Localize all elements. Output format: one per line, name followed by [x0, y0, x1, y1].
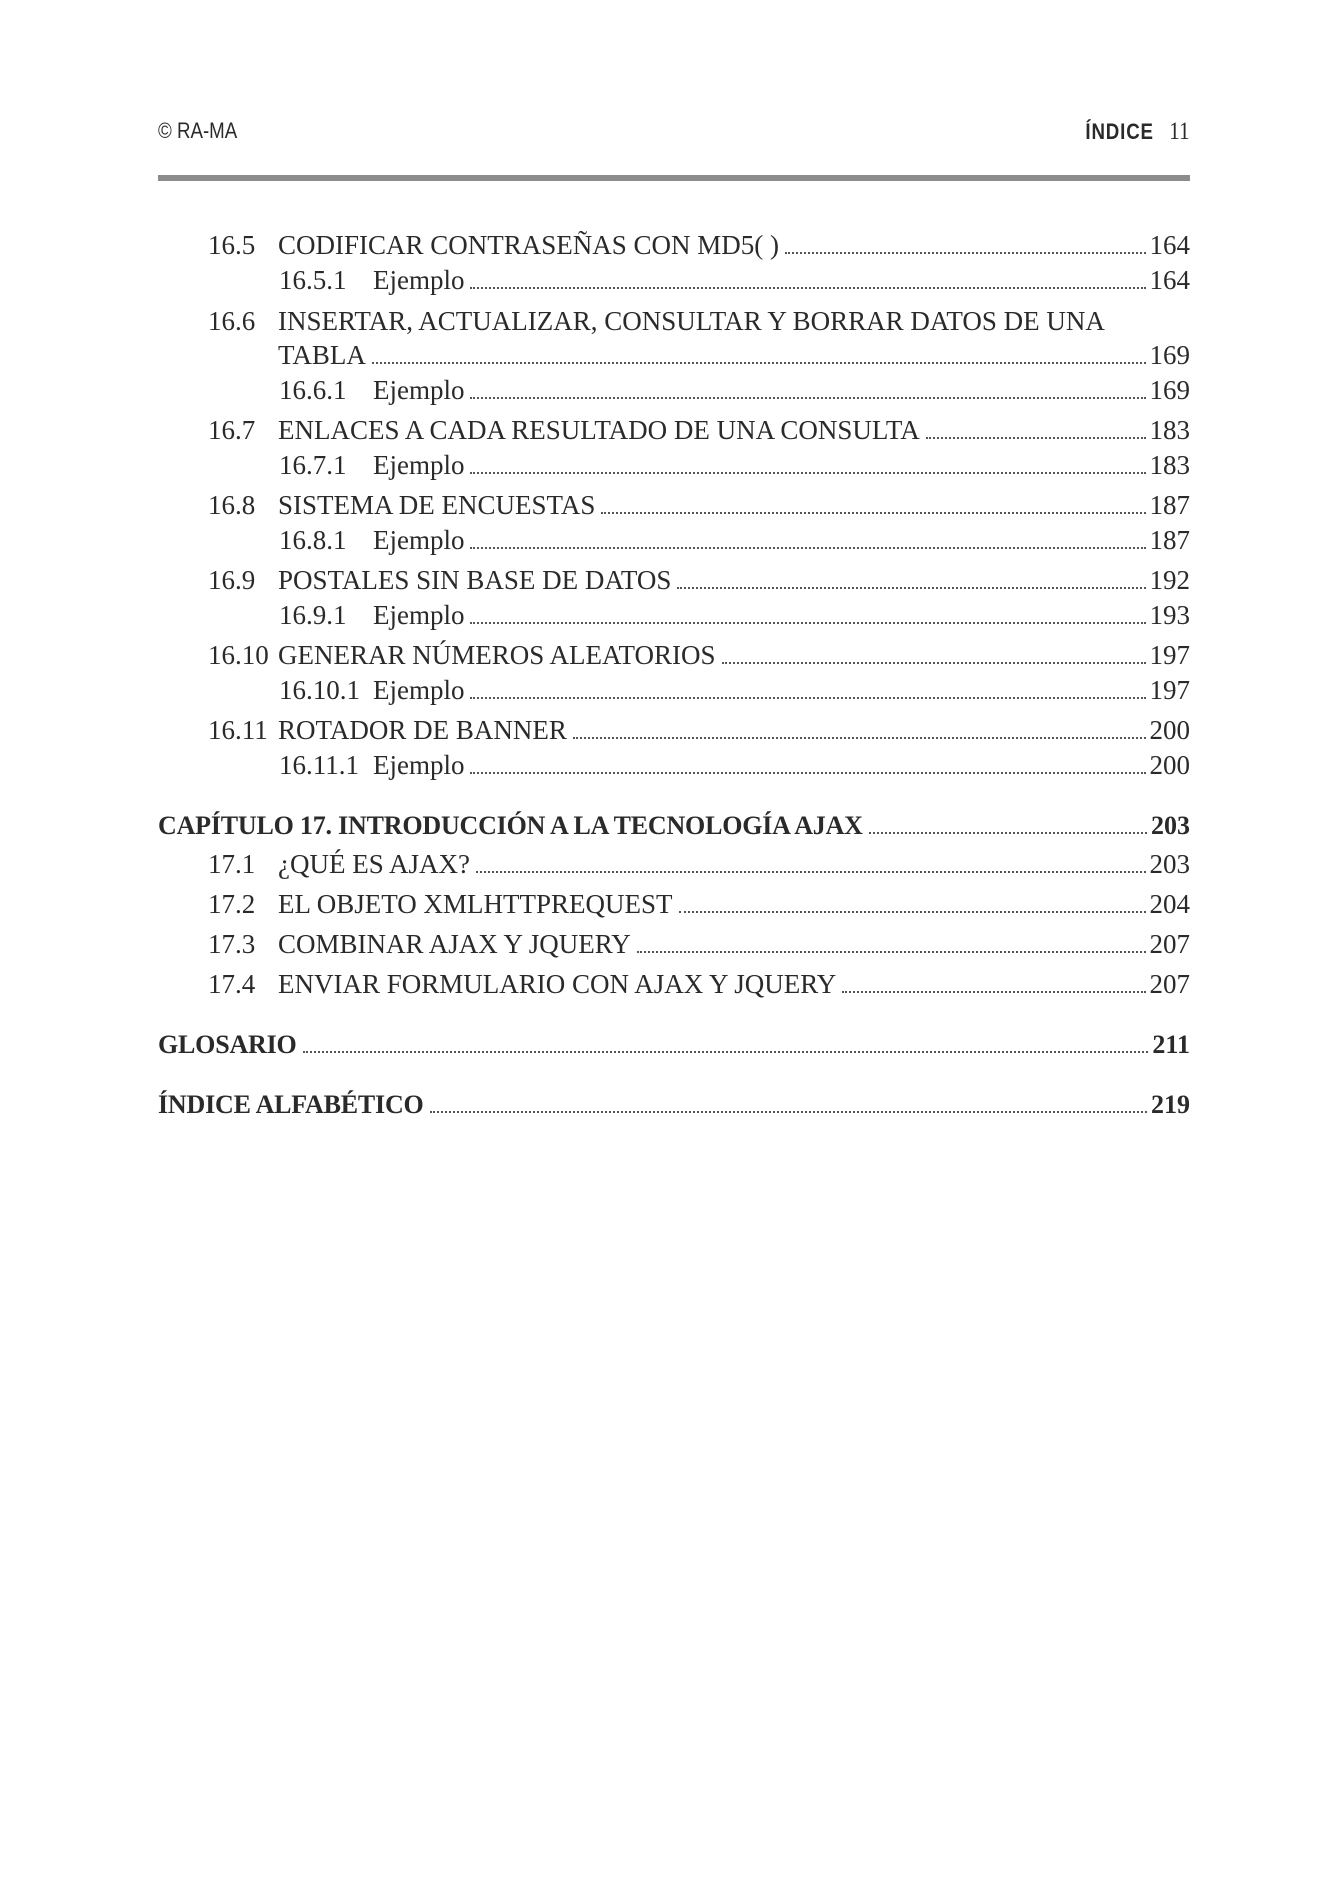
toc-chapter-entry[interactable]	[158, 1087, 1190, 1122]
leader-dots	[679, 910, 1146, 913]
toc-entry[interactable]	[158, 748, 1190, 783]
leader-dots	[722, 661, 1146, 664]
toc-entry-page: 207	[1149, 969, 1190, 999]
toc-entry-continuation[interactable]	[158, 338, 1190, 373]
leader-dots	[785, 251, 1145, 254]
toc-entry-page: 197	[1149, 640, 1190, 670]
toc-entry-label: ENLACES A CADA RESULTADO DE UNA CONSULTA	[278, 415, 920, 445]
leader-dots	[869, 831, 1147, 834]
toc-entry-page: 169	[1149, 340, 1190, 370]
leader-dots	[470, 286, 1145, 289]
toc-chapter-label: ÍNDICE ALFABÉTICO	[158, 1090, 424, 1119]
page-number: 11	[1169, 118, 1190, 145]
toc-entry-page: 219	[1151, 1090, 1190, 1119]
toc-entry-number: 16.11	[208, 715, 268, 745]
toc-entry[interactable]	[158, 448, 1190, 483]
toc-entry-page: 203	[1151, 811, 1190, 840]
page-header	[158, 112, 1190, 152]
toc-entry-page: 183	[1149, 450, 1190, 480]
leader-dots	[430, 1110, 1147, 1113]
toc-entry-page: 183	[1149, 415, 1190, 445]
table-of-contents	[158, 228, 1190, 1122]
leader-dots	[470, 546, 1145, 549]
toc-entry-label: COMBINAR AJAX Y JQUERY	[278, 929, 631, 959]
toc-entry[interactable]	[158, 373, 1190, 408]
leader-dots	[637, 950, 1146, 953]
toc-entry-label: POSTALES SIN BASE DE DATOS	[278, 565, 672, 595]
leader-dots	[842, 990, 1145, 993]
publisher-copyright: © RA-MA	[158, 118, 238, 143]
toc-entry[interactable]	[158, 598, 1190, 633]
toc-entry-label-line2: TABLA	[278, 340, 366, 370]
toc-entry-page: 200	[1149, 715, 1190, 745]
toc-entry[interactable]	[158, 673, 1190, 708]
toc-entry[interactable]	[158, 263, 1190, 298]
toc-entry-label: Ejemplo	[373, 675, 465, 705]
toc-entry-label: Ejemplo	[373, 525, 465, 555]
toc-entry-number: 16.6	[208, 306, 256, 336]
toc-entry-number: 16.6.1	[279, 375, 347, 405]
toc-entry-page: 200	[1149, 750, 1190, 780]
toc-entry[interactable]	[158, 638, 1190, 673]
leader-dots	[476, 870, 1146, 873]
leader-dots	[372, 361, 1146, 364]
toc-entry-label: Ejemplo	[373, 750, 465, 780]
toc-entry-number: 17.2	[208, 889, 256, 919]
leader-dots	[470, 621, 1145, 624]
toc-entry-label: SISTEMA DE ENCUESTAS	[278, 490, 596, 520]
toc-entry-label: ¿QUÉ ES AJAX?	[278, 849, 470, 879]
toc-entry-page: 211	[1152, 1030, 1190, 1059]
leader-dots	[677, 586, 1145, 589]
toc-entry[interactable]	[158, 967, 1190, 1002]
toc-entry-number: 16.8	[208, 490, 256, 520]
toc-entry-number: 17.1	[208, 849, 256, 879]
toc-entry-page: 207	[1149, 929, 1190, 959]
toc-entry-label: CODIFICAR CONTRASEÑAS CON MD5( )	[278, 230, 780, 260]
toc-entry-number: 16.11.1	[279, 750, 359, 780]
leader-dots	[303, 1050, 1149, 1053]
toc-entry-number: 16.7.1	[279, 450, 347, 480]
leader-dots	[601, 511, 1145, 514]
toc-entry-label: Ejemplo	[373, 265, 465, 295]
toc-entry-page: 192	[1149, 565, 1190, 595]
toc-entry-number: 16.7	[208, 415, 256, 445]
toc-entry-number: 17.4	[208, 969, 256, 999]
toc-entry-number: 16.10.1	[279, 675, 360, 705]
header-rule	[158, 175, 1190, 181]
toc-chapter-entry[interactable]	[158, 808, 1190, 843]
running-head	[1086, 118, 1190, 146]
toc-entry-label: ROTADOR DE BANNER	[278, 715, 567, 745]
toc-entry[interactable]	[158, 927, 1190, 962]
toc-entry-number: 16.9.1	[279, 600, 347, 630]
toc-entry[interactable]	[158, 847, 1190, 882]
toc-entry-page: 164	[1149, 265, 1190, 295]
toc-entry-number: 16.5	[208, 230, 256, 260]
toc-entry-label: EL OBJETO XMLHTTPREQUEST	[278, 889, 673, 919]
toc-entry-wrapped[interactable]	[158, 298, 1190, 338]
toc-entry[interactable]	[158, 228, 1190, 263]
running-head-title: ÍNDICE	[1085, 119, 1155, 144]
toc-entry-page: 204	[1149, 889, 1190, 919]
toc-entry-page: 203	[1149, 849, 1190, 879]
toc-entry[interactable]	[158, 887, 1190, 922]
toc-entry[interactable]	[158, 713, 1190, 748]
leader-dots	[926, 436, 1146, 439]
toc-entry-page: 187	[1149, 525, 1190, 555]
leader-dots	[470, 696, 1145, 699]
toc-entry-page: 169	[1149, 375, 1190, 405]
toc-entry[interactable]	[158, 413, 1190, 448]
toc-entry-number: 17.3	[208, 929, 256, 959]
toc-entry-page: 197	[1149, 675, 1190, 705]
toc-entry-number: 16.10	[208, 640, 269, 670]
toc-chapter-entry[interactable]	[158, 1027, 1190, 1062]
toc-entry-label: GENERAR NÚMEROS ALEATORIOS	[278, 640, 716, 670]
leader-dots	[470, 471, 1145, 474]
leader-dots	[470, 396, 1145, 399]
toc-entry[interactable]	[158, 563, 1190, 598]
toc-entry-number: 16.9	[208, 565, 256, 595]
toc-entry-page: 164	[1149, 230, 1190, 260]
toc-chapter-label: CAPÍTULO 17. INTRODUCCIÓN A LA TECNOLOGÍA AJAX	[158, 811, 863, 840]
leader-dots	[470, 771, 1145, 774]
toc-entry-label: ENVIAR FORMULARIO CON AJAX Y JQUERY	[278, 969, 837, 999]
toc-entry-number: 16.5.1	[279, 265, 347, 295]
toc-entry-label: Ejemplo	[373, 375, 465, 405]
toc-entry-page: 187	[1149, 490, 1190, 520]
leader-dots	[573, 736, 1146, 739]
toc-entry[interactable]	[158, 523, 1190, 558]
toc-chapter-label: GLOSARIO	[158, 1030, 297, 1059]
toc-entry-label: Ejemplo	[373, 600, 465, 630]
toc-entry-page: 193	[1149, 600, 1190, 630]
toc-entry-label-line1: INSERTAR, ACTUALIZAR, CONSULTAR Y BORRAR DATOS DE UNA	[278, 306, 1105, 336]
toc-entry[interactable]	[158, 488, 1190, 523]
toc-entry-number: 16.8.1	[279, 525, 347, 555]
toc-entry-label: Ejemplo	[373, 450, 465, 480]
